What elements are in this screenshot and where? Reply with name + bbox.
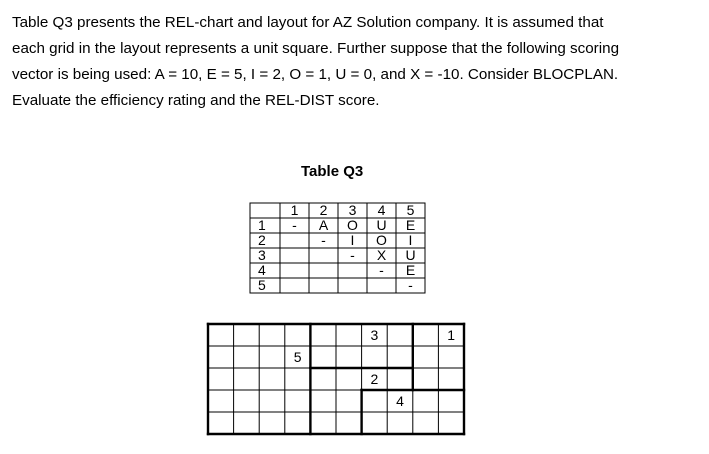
rel-chart-cell: E — [405, 262, 416, 278]
rel-chart — [250, 202, 425, 293]
block-layout-grid — [208, 324, 464, 434]
rel-chart-col-header: 2 — [319, 202, 328, 218]
problem-line-4: Evaluate the efficiency rating and the REL-DIST score. — [12, 92, 380, 109]
table-title: Table Q3 — [301, 163, 364, 180]
rel-chart-cell: - — [321, 232, 326, 248]
rel-chart-cell: - — [350, 247, 355, 263]
problem-line-3: vector is being used: A = 10, E = 5, I = 2, O = 1, U = 0, and X = -10. Consider BLOCPLAN. — [12, 66, 619, 83]
rel-chart-col-header: 5 — [406, 202, 415, 218]
department-label-1: 1 — [447, 327, 456, 343]
rel-chart-row-header: 5 — [258, 277, 266, 293]
rel-chart-cell: - — [379, 262, 384, 278]
rel-chart-cell: U — [405, 247, 416, 263]
rel-chart-cell: E — [405, 217, 416, 233]
department-label-5: 5 — [293, 349, 302, 365]
rel-chart-cell: I — [408, 232, 413, 248]
rel-chart-cell: O — [376, 232, 387, 248]
problem-line-2: each grid in the layout represents a unit square. Further suppose that the following scoring — [12, 40, 620, 57]
rel-chart-cell: U — [376, 217, 387, 233]
rel-chart-cell: I — [350, 232, 355, 248]
rel-chart-row-header: 1 — [258, 217, 266, 233]
department-label-4: 4 — [396, 393, 404, 409]
rel-chart-col-header: 1 — [290, 202, 299, 218]
rel-chart-col-header: 4 — [377, 202, 386, 218]
rel-chart-cell: O — [347, 217, 358, 233]
department-label-2: 2 — [370, 371, 379, 387]
rel-chart-col-header: 3 — [348, 202, 357, 218]
rel-chart-cell: X — [376, 247, 387, 263]
rel-chart-row-header: 3 — [258, 247, 266, 263]
rel-chart-cell: - — [408, 277, 413, 293]
rel-chart-row-header: 4 — [258, 262, 266, 278]
rel-chart-cell: - — [292, 217, 297, 233]
problem-line-1: Table Q3 presents the REL-chart and layout for AZ Solution company. It is assumed that — [12, 14, 604, 31]
department-label-3: 3 — [370, 327, 379, 343]
rel-chart-cell: A — [318, 217, 329, 233]
rel-chart-row-header: 2 — [258, 232, 266, 248]
